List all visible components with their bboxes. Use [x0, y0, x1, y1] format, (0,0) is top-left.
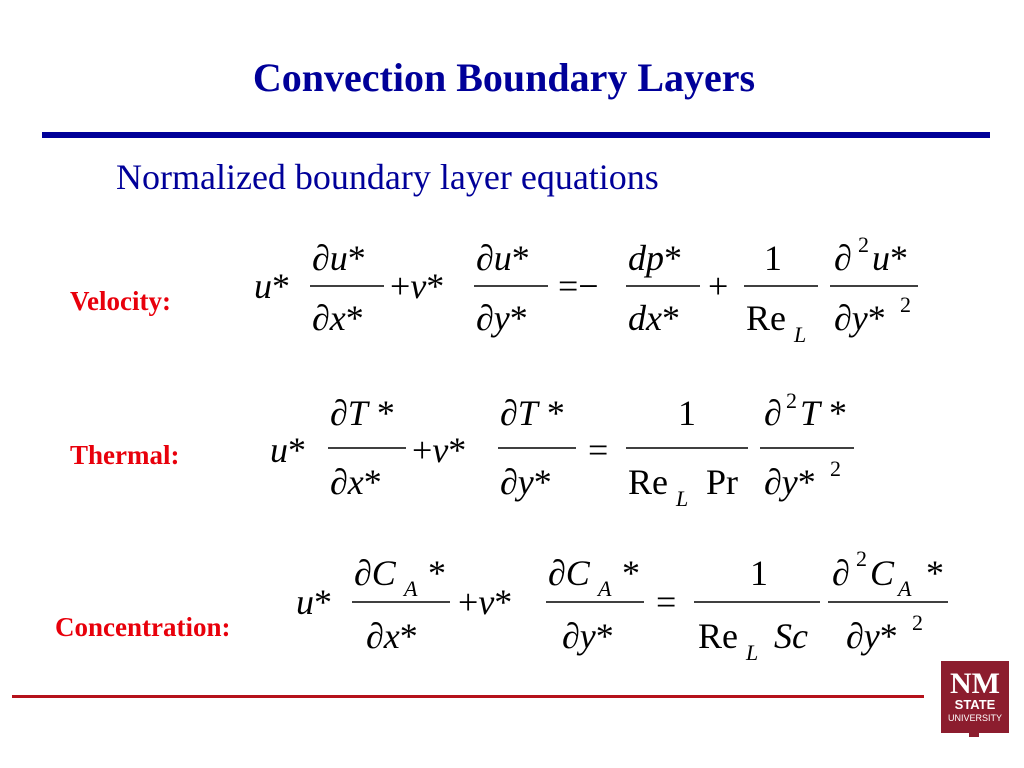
svg-text:1: 1	[750, 553, 768, 593]
svg-text:2: 2	[856, 546, 867, 571]
svg-text:A: A	[598, 576, 612, 601]
svg-text:+: +	[708, 266, 729, 306]
svg-text:∂y*: ∂y*	[834, 298, 886, 338]
svg-text:u*: u*	[270, 430, 306, 470]
svg-text:∂y*: ∂y*	[846, 616, 898, 656]
svg-text:2: 2	[900, 292, 911, 317]
svg-text:Re: Re	[698, 616, 738, 656]
svg-text:u*: u*	[296, 582, 332, 622]
svg-text:dp*: dp*	[628, 238, 682, 278]
thermal-label: Thermal:	[70, 440, 180, 470]
svg-text:*: *	[428, 553, 446, 593]
svg-text:T *: T *	[800, 393, 848, 433]
logo-line2-text: UNIVERSITY	[947, 713, 1003, 723]
svg-text:C: C	[870, 553, 895, 593]
svg-text:=: =	[588, 430, 609, 470]
svg-text:∂x*: ∂x*	[366, 616, 418, 656]
svg-text:A: A	[898, 576, 912, 601]
slide-title: Convection Boundary Layers	[252, 55, 756, 100]
svg-text:∂C: ∂C	[354, 553, 396, 593]
logo-main-text: NM	[950, 667, 1000, 700]
svg-text:Re: Re	[628, 462, 668, 502]
concentration-label: Concentration:	[55, 612, 231, 642]
nmsu-logo	[939, 659, 1011, 739]
footer-divider	[12, 695, 924, 698]
svg-text:+v*: +v*	[412, 430, 467, 470]
svg-text:1: 1	[678, 393, 696, 433]
svg-text:2: 2	[858, 232, 869, 257]
slide-subtitle: Normalized boundary layer equations	[116, 157, 659, 197]
svg-text:∂y*: ∂y*	[500, 462, 552, 502]
svg-text:u*: u*	[254, 266, 290, 306]
logo-line1-text: STATE	[954, 697, 996, 712]
svg-text:∂x*: ∂x*	[330, 462, 382, 502]
svg-text:1: 1	[764, 238, 782, 278]
svg-text:Pr: Pr	[706, 462, 739, 502]
svg-text:2: 2	[830, 456, 841, 481]
svg-text:∂y*: ∂y*	[562, 616, 614, 656]
svg-text:∂T *: ∂T *	[500, 393, 565, 433]
velocity-label: Velocity:	[70, 286, 171, 316]
svg-text:2: 2	[912, 610, 923, 635]
svg-text:∂y*: ∂y*	[764, 462, 816, 502]
svg-text:A: A	[404, 576, 418, 601]
svg-text:L: L	[794, 322, 807, 347]
svg-text:L: L	[676, 486, 689, 511]
svg-text:2: 2	[786, 388, 797, 413]
svg-text:L: L	[746, 640, 759, 665]
svg-text:∂: ∂	[834, 238, 852, 278]
svg-text:∂x*: ∂x*	[312, 298, 364, 338]
svg-text:Re: Re	[746, 298, 786, 338]
svg-text:+v*: +v*	[390, 266, 445, 306]
svg-text:*: *	[622, 553, 640, 593]
svg-text:∂y*: ∂y*	[476, 298, 528, 338]
svg-text:u*: u*	[872, 238, 908, 278]
svg-text:Sc: Sc	[774, 616, 808, 656]
svg-text:∂u*: ∂u*	[312, 238, 366, 278]
svg-text:=−: =−	[558, 266, 599, 306]
svg-text:∂: ∂	[764, 393, 782, 433]
svg-text:∂u*: ∂u*	[476, 238, 530, 278]
svg-text:∂T *: ∂T *	[330, 393, 395, 433]
svg-text:*: *	[926, 553, 944, 593]
svg-text:+v*: +v*	[458, 582, 513, 622]
svg-text:∂C: ∂C	[548, 553, 590, 593]
svg-text:=: =	[656, 582, 677, 622]
svg-text:dx*: dx*	[628, 298, 680, 338]
svg-text:∂: ∂	[832, 553, 850, 593]
